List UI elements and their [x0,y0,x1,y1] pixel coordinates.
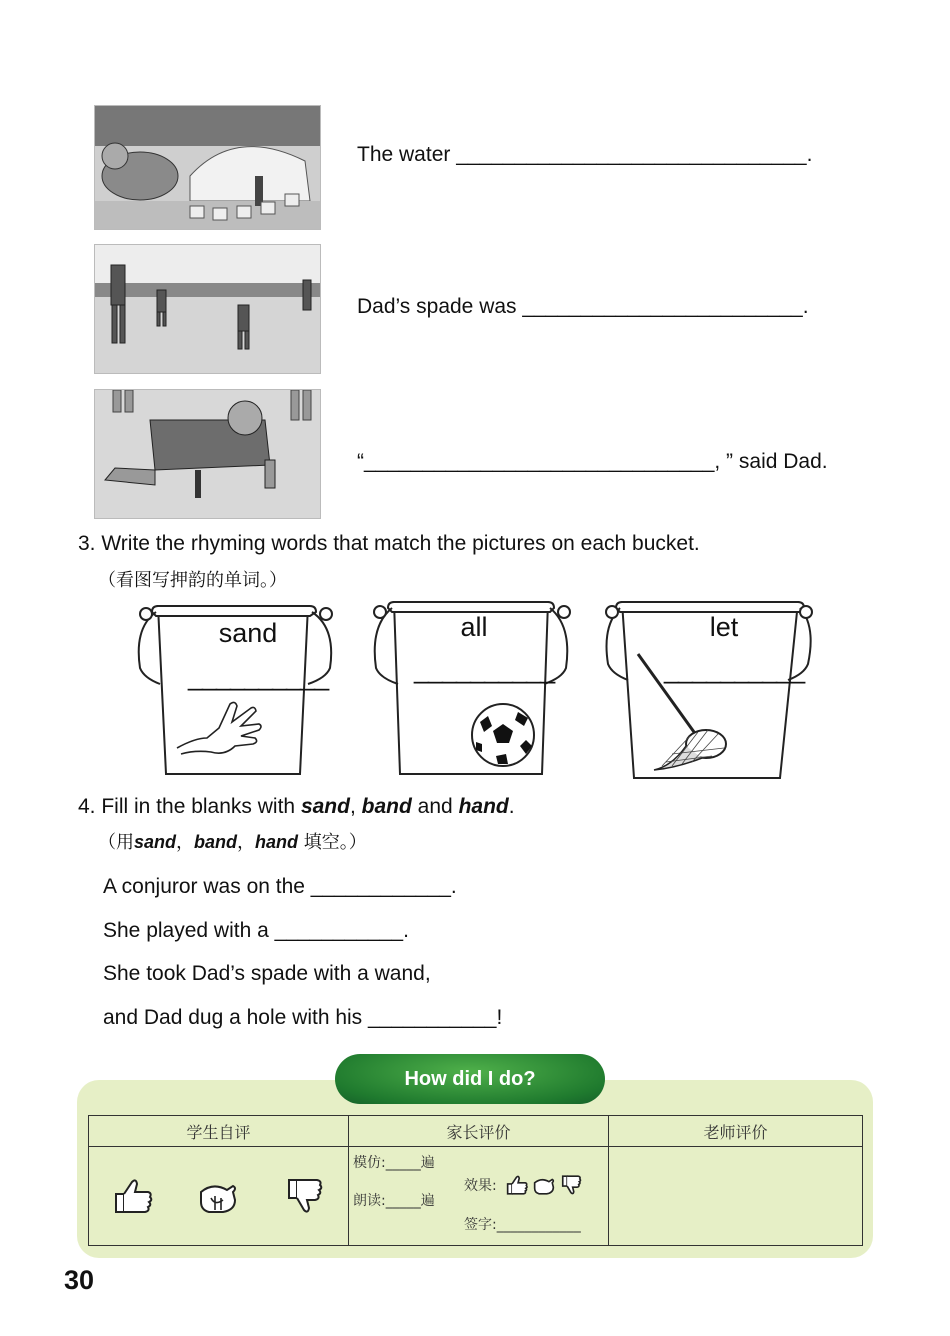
sentence-said-dad [357,450,828,474]
header-self: 学生自评 [89,1116,349,1147]
read-row [353,1190,435,1210]
bucket-word: all [460,612,488,642]
answer-blank[interactable]: ______________________________ [364,450,715,473]
word-band: band [194,832,238,852]
signature-blank[interactable]: ____________ [496,1217,581,1233]
subtitle-close: 填空。） [303,832,367,853]
imitate-count-blank[interactable]: _____ [385,1155,421,1171]
header-teacher: 老师评价 [609,1116,863,1147]
fill-line-2[interactable]: She played with a ___________. [103,919,409,942]
question-3-title: 3. Write the rhyming words that match the pictures on each bucket. [78,532,700,555]
times-label: 遍 [420,1193,435,1209]
subtitle-open: （用 [98,832,134,853]
sentence-text: The water [357,143,451,166]
effect-label: 效果: [464,1178,497,1194]
story-picture-dad-digging [94,389,321,519]
answer-blank[interactable]: ______________________________ [456,143,807,166]
times-label: 遍 [420,1155,435,1171]
sentence-text: , ” said Dad. [714,450,828,473]
period: . [508,795,515,818]
ok-hand-icon[interactable] [197,1176,239,1216]
sign-row [464,1214,581,1234]
page-number: 30 [64,1265,95,1295]
fill-line-1[interactable]: A conjuror was on the ____________. [103,875,457,898]
fill-line-4[interactable]: and Dad dug a hole with his ___________! [103,1006,503,1029]
ok-hand-icon[interactable] [532,1174,556,1196]
imitate-label: 模仿: [353,1155,386,1171]
open-quote: “ [357,450,364,473]
sentence-end: . [806,143,813,166]
question-4-title [78,795,515,819]
bucket-let [602,598,814,782]
bucket-all [366,598,576,778]
separator: ， [237,832,256,853]
thumbs-up-icon[interactable] [112,1176,154,1216]
separator: ， [176,832,195,853]
thumbs-down-icon[interactable] [559,1174,583,1196]
fill-line-3: She took Dad’s spade with a wand, [103,962,431,985]
question-3-subtitle: （看图写押韵的单词。） [98,570,287,591]
bucket-sand [130,598,340,778]
net-icon [632,650,732,774]
sentence-end: . [802,295,809,318]
sentence-water [357,143,812,167]
bucket-answer-blank[interactable]: __________ [664,654,805,684]
sign-label: 签字: [464,1217,497,1233]
word-hand: hand [458,795,509,818]
story-picture-water [94,105,321,230]
bucket-answer-blank[interactable]: __________ [188,661,329,691]
story-picture-beach [94,244,321,374]
word-hand: hand [255,832,299,852]
answer-blank[interactable]: ________________________ [522,295,803,318]
word-band: band [361,795,412,818]
self-eval-cell [89,1147,349,1246]
effect-row [464,1174,583,1196]
header-parent: 家长评价 [349,1116,609,1147]
question-4-subtitle [98,828,367,854]
sentence-spade [357,295,809,319]
thumbs-down-icon[interactable] [283,1176,325,1216]
read-label: 朗读: [353,1193,386,1209]
bucket-word: let [709,612,739,642]
hand-icon [175,698,265,756]
read-count-blank[interactable]: _____ [385,1193,421,1209]
comma: , [349,795,356,818]
title-text: 4. Fill in the blanks with [78,795,296,818]
football-icon [470,702,536,768]
word-sand: sand [300,795,350,818]
sentence-text: Dad’s spade was [357,295,517,318]
evaluation-table [88,1115,863,1246]
teacher-eval-cell[interactable] [609,1147,863,1246]
how-did-i-do-banner: How did I do? [335,1054,605,1104]
bucket-word: sand [218,618,278,648]
thumbs-up-icon[interactable] [505,1174,529,1196]
word-and: and [417,795,453,818]
bucket-answer-blank[interactable]: __________ [414,654,555,684]
parent-eval-cell [349,1147,609,1246]
word-sand: sand [134,832,177,852]
imitate-row [353,1152,435,1172]
